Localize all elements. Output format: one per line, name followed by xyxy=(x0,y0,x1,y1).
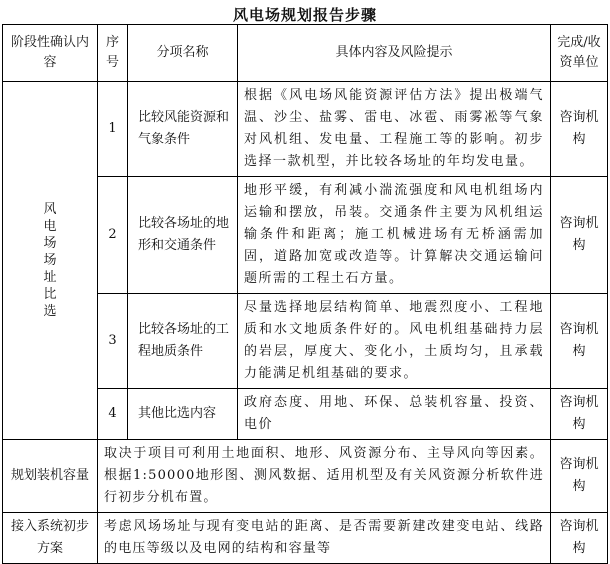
header-stage: 阶段性确认内容 xyxy=(3,25,98,82)
seq-cell: 1 xyxy=(98,82,128,177)
content-cell: 根据《风电场风能资源评估方法》提出极端气温、沙尘、盐雾、雷电、冰雹、雨雾凇等气象对风机组、发电量、工程施工等的影响。初步选择一款机型，并比较各场址的年均发电量。 xyxy=(238,82,551,177)
content-cell: 尽量选择地层结构简单、地震烈度小、工程地质和水文地质条件好的。风电机组基础持力层的岩层，厚度大、变化小，土质均匀，且承载力能满足机组基础的要求。 xyxy=(238,294,551,389)
stage-capacity: 规划装机容量 xyxy=(3,440,98,513)
table-row xyxy=(3,82,608,177)
item-cell: 比较各场址的工程地质条件 xyxy=(128,294,238,389)
header-seq: 序号 xyxy=(98,25,128,82)
unit-cell: 咨询机构 xyxy=(551,389,608,440)
stage-site-selection: 风电场场址比选 xyxy=(43,202,57,319)
unit-cell: 咨询机构 xyxy=(551,440,608,513)
seq-cell: 4 xyxy=(98,389,128,440)
seq-cell: 3 xyxy=(98,294,128,389)
table-row xyxy=(3,440,608,513)
unit-cell: 咨询机构 xyxy=(551,513,608,564)
stage-grid-connection: 接入系统初步方案 xyxy=(3,513,98,564)
content-cell-capacity: 取决于项目可利用土地面积、地形、风资源分布、主导风向等因素。根据1:50000地形图、测风数据、适用机型及有关风资源分析软件进行初步分机布置。 xyxy=(98,440,551,513)
content-cell: 地形平缓，有利减小湍流强度和风电机组场内运输和摆放，吊装。交通条件主要为风机组运输条件和距离；施工机械进场有无桥涵需加固，道路加宽或改造等。计算解决交通运输问题所需的工程土石方量。 xyxy=(238,177,551,294)
unit-cell: 咨询机构 xyxy=(551,82,608,177)
table-header-row xyxy=(3,25,608,82)
table-row xyxy=(3,513,608,564)
header-unit: 完成/收资单位 xyxy=(551,25,608,82)
header-item: 分项名称 xyxy=(128,25,238,82)
document-title: 风电场规划报告步骤 xyxy=(232,6,377,24)
unit-cell: 咨询机构 xyxy=(551,177,608,294)
item-cell: 比较风能资源和气象条件 xyxy=(128,82,238,177)
stage-cell-site-selection xyxy=(3,82,98,440)
planning-steps-table xyxy=(2,24,608,564)
content-cell-grid-connection: 考虑风场场址与现有变电站的距离、是否需要新建改建变电站、线路的电压等级以及电网的结构和容量等 xyxy=(98,513,551,564)
seq-cell: 2 xyxy=(98,177,128,294)
item-cell: 比较各场址的地形和交通条件 xyxy=(128,177,238,294)
content-cell: 政府态度、用地、环保、总装机容量、投资、电价 xyxy=(238,389,551,440)
header-content: 具体内容及风险提示 xyxy=(238,25,551,82)
unit-cell: 咨询机构 xyxy=(551,294,608,389)
item-cell: 其他比选内容 xyxy=(128,389,238,440)
